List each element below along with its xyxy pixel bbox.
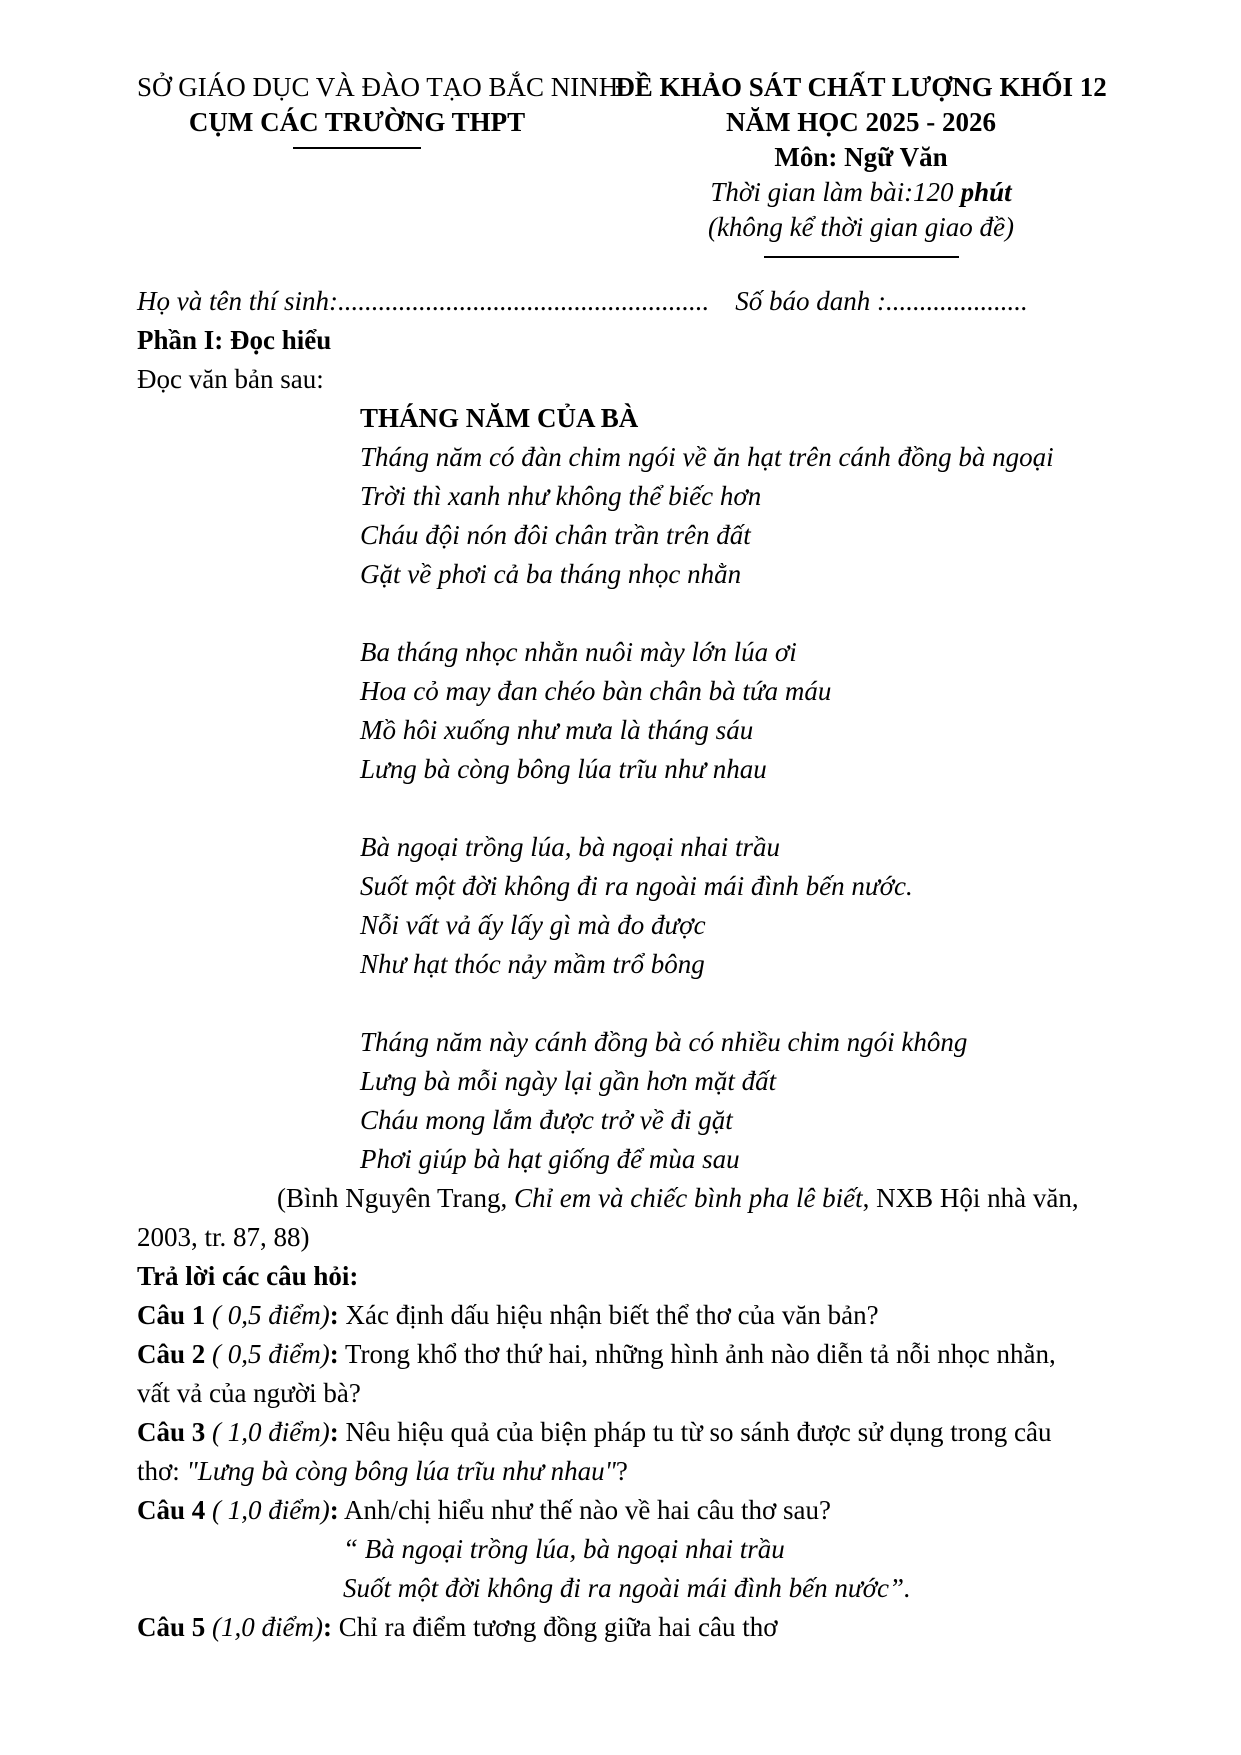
time-limit-text: Thời gian làm bài:120 [710, 177, 954, 207]
question-colon: : [329, 1300, 339, 1330]
question-3-continued [137, 1452, 1121, 1491]
source-citation [137, 1179, 1121, 1257]
question-label: Câu 1 [137, 1300, 206, 1330]
question-points: (1,0 điểm) [205, 1612, 323, 1642]
poem-stanza-2 [360, 633, 1121, 789]
question-text: Nêu hiệu quả của biện pháp tu từ so sánh được sử dụng trong câu [338, 1417, 1052, 1447]
issuing-authority-block [137, 70, 619, 258]
poem-line: Lưng bà mỗi ngày lại gần hơn mặt đất [360, 1066, 777, 1096]
time-limit-line [601, 175, 1121, 210]
source-citation-line1 [137, 1179, 1121, 1218]
part1-heading: Phần I: Đọc hiểu [137, 325, 332, 355]
exam-title-block [601, 70, 1121, 258]
subject-name: Môn: Ngữ Văn [774, 142, 948, 172]
question-text: Xác định dấu hiệu nhận biết thể thơ của văn bản? [338, 1300, 879, 1330]
poem-line: Hoa cỏ may đan chéo bàn chân bà tứa máu [360, 676, 832, 706]
poem-line: Tháng năm có đàn chim ngói về ăn hạt trên cánh đồng bà ngoại [360, 442, 1054, 472]
source-citation-line2: 2003, tr. 87, 88) [137, 1222, 310, 1252]
question-2-continued: vất vả của người bà? [137, 1378, 361, 1408]
question-4-quote-line1: “ Bà ngoại trồng lúa, bà ngoại nhai trầu [343, 1534, 785, 1564]
question-text: Trong khổ thơ thứ hai, những hình ảnh nào diễn tả nỗi nhọc nhằn, [338, 1339, 1056, 1369]
poem-stanza-4 [360, 1023, 1121, 1179]
question-label: Câu 3 [137, 1417, 206, 1447]
poem-title: THÁNG NĂM CỦA BÀ [360, 403, 639, 433]
header-left-divider [293, 147, 421, 149]
poem-line: Trời thì xanh như không thể biếc hơn [360, 481, 762, 511]
poem-line: Lưng bà còng bông lúa trĩu như nhau [360, 754, 767, 784]
question-text: Anh/chị hiểu như thế nào về hai câu thơ sau? [338, 1495, 832, 1525]
poem-line: Ba tháng nhọc nhằn nuôi mày lớn lúa ơi [360, 637, 797, 667]
question-label: Câu 2 [137, 1339, 206, 1369]
question-points: ( 0,5 điểm) [205, 1300, 330, 1330]
source-book-title: Chỉ em và chiếc bình pha lê biết [514, 1183, 863, 1213]
poem-line: Phơi giúp bà hạt giống để mùa sau [360, 1144, 740, 1174]
question-points: ( 1,0 điểm) [205, 1417, 330, 1447]
candidate-number-field: Số báo danh :..................... [735, 286, 1028, 316]
poem-line: Mồ hôi xuống như mưa là tháng sáu [360, 715, 754, 745]
poem-stanza-1 [360, 438, 1121, 594]
candidate-name-field: Họ và tên thí sinh:....................................................... [137, 286, 710, 316]
poem-line: Suốt một đời không đi ra ngoài mái đình bến nước. [360, 871, 913, 901]
question-3 [137, 1413, 1121, 1452]
poem-line: Như hạt thóc nảy mầm trổ bông [360, 949, 705, 979]
question-text: thơ: [137, 1456, 187, 1486]
question-colon: : [329, 1339, 339, 1369]
question-label: Câu 4 [137, 1495, 206, 1525]
time-limit-unit: phút [960, 177, 1012, 207]
source-publisher: , NXB Hội nhà văn, [862, 1183, 1079, 1213]
poem-line: Gặt về phơi cả ba tháng nhọc nhằn [360, 559, 742, 589]
reading-instruction: Đọc văn bản sau: [137, 364, 324, 394]
poem-line: Cháu đội nón đôi chân trần trên đất [360, 520, 751, 550]
question-4 [137, 1491, 1121, 1530]
school-cluster-name: CỤM CÁC TRƯỜNG THPT [188, 107, 526, 137]
poem-line: Bà ngoại trồng lúa, bà ngoại nhai trầu [360, 832, 781, 862]
document-header [137, 70, 1121, 258]
exam-title: ĐỀ KHẢO SÁT CHẤT LƯỢNG KHỐI 12 [615, 72, 1107, 102]
poem-line: Nỗi vất vả ấy lấy gì mà đo được [360, 910, 706, 940]
poem-line: Tháng năm này cánh đồng bà có nhiều chim ngói không [360, 1027, 968, 1057]
quoted-verse-inline: "Lưng bà còng bông lúa trĩu như nhau" [186, 1456, 616, 1486]
question-text: ? [615, 1456, 628, 1486]
question-5 [137, 1608, 1121, 1647]
question-4-quote-line2: Suốt một đời không đi ra ngoài mái đình bến nước”. [343, 1573, 911, 1603]
question-colon: : [322, 1612, 332, 1642]
header-right-divider [764, 256, 959, 258]
question-colon: : [329, 1495, 339, 1525]
question-points: ( 1,0 điểm) [205, 1495, 330, 1525]
department-name: SỞ GIÁO DỤC VÀ ĐÀO TẠO BẮC NINH [137, 72, 619, 102]
poem-line: Cháu mong lắm được trở về đi gặt [360, 1105, 733, 1135]
question-points: ( 0,5 điểm) [205, 1339, 330, 1369]
question-text: Chỉ ra điểm tương đồng giữa hai câu thơ [331, 1612, 778, 1642]
questions-heading: Trả lời các câu hỏi: [137, 1261, 359, 1291]
candidate-info-row [137, 282, 1121, 321]
time-note: (không kể thời gian giao đề) [707, 212, 1015, 242]
source-author: (Bình Nguyên Trang, [277, 1183, 515, 1213]
poem-stanza-3 [360, 828, 1121, 984]
school-year: NĂM HỌC 2025 - 2026 [726, 107, 996, 137]
poem-block [360, 399, 1121, 1179]
question-colon: : [329, 1417, 339, 1447]
question-2 [137, 1335, 1121, 1374]
question-1 [137, 1296, 1121, 1335]
question-label: Câu 5 [137, 1612, 206, 1642]
